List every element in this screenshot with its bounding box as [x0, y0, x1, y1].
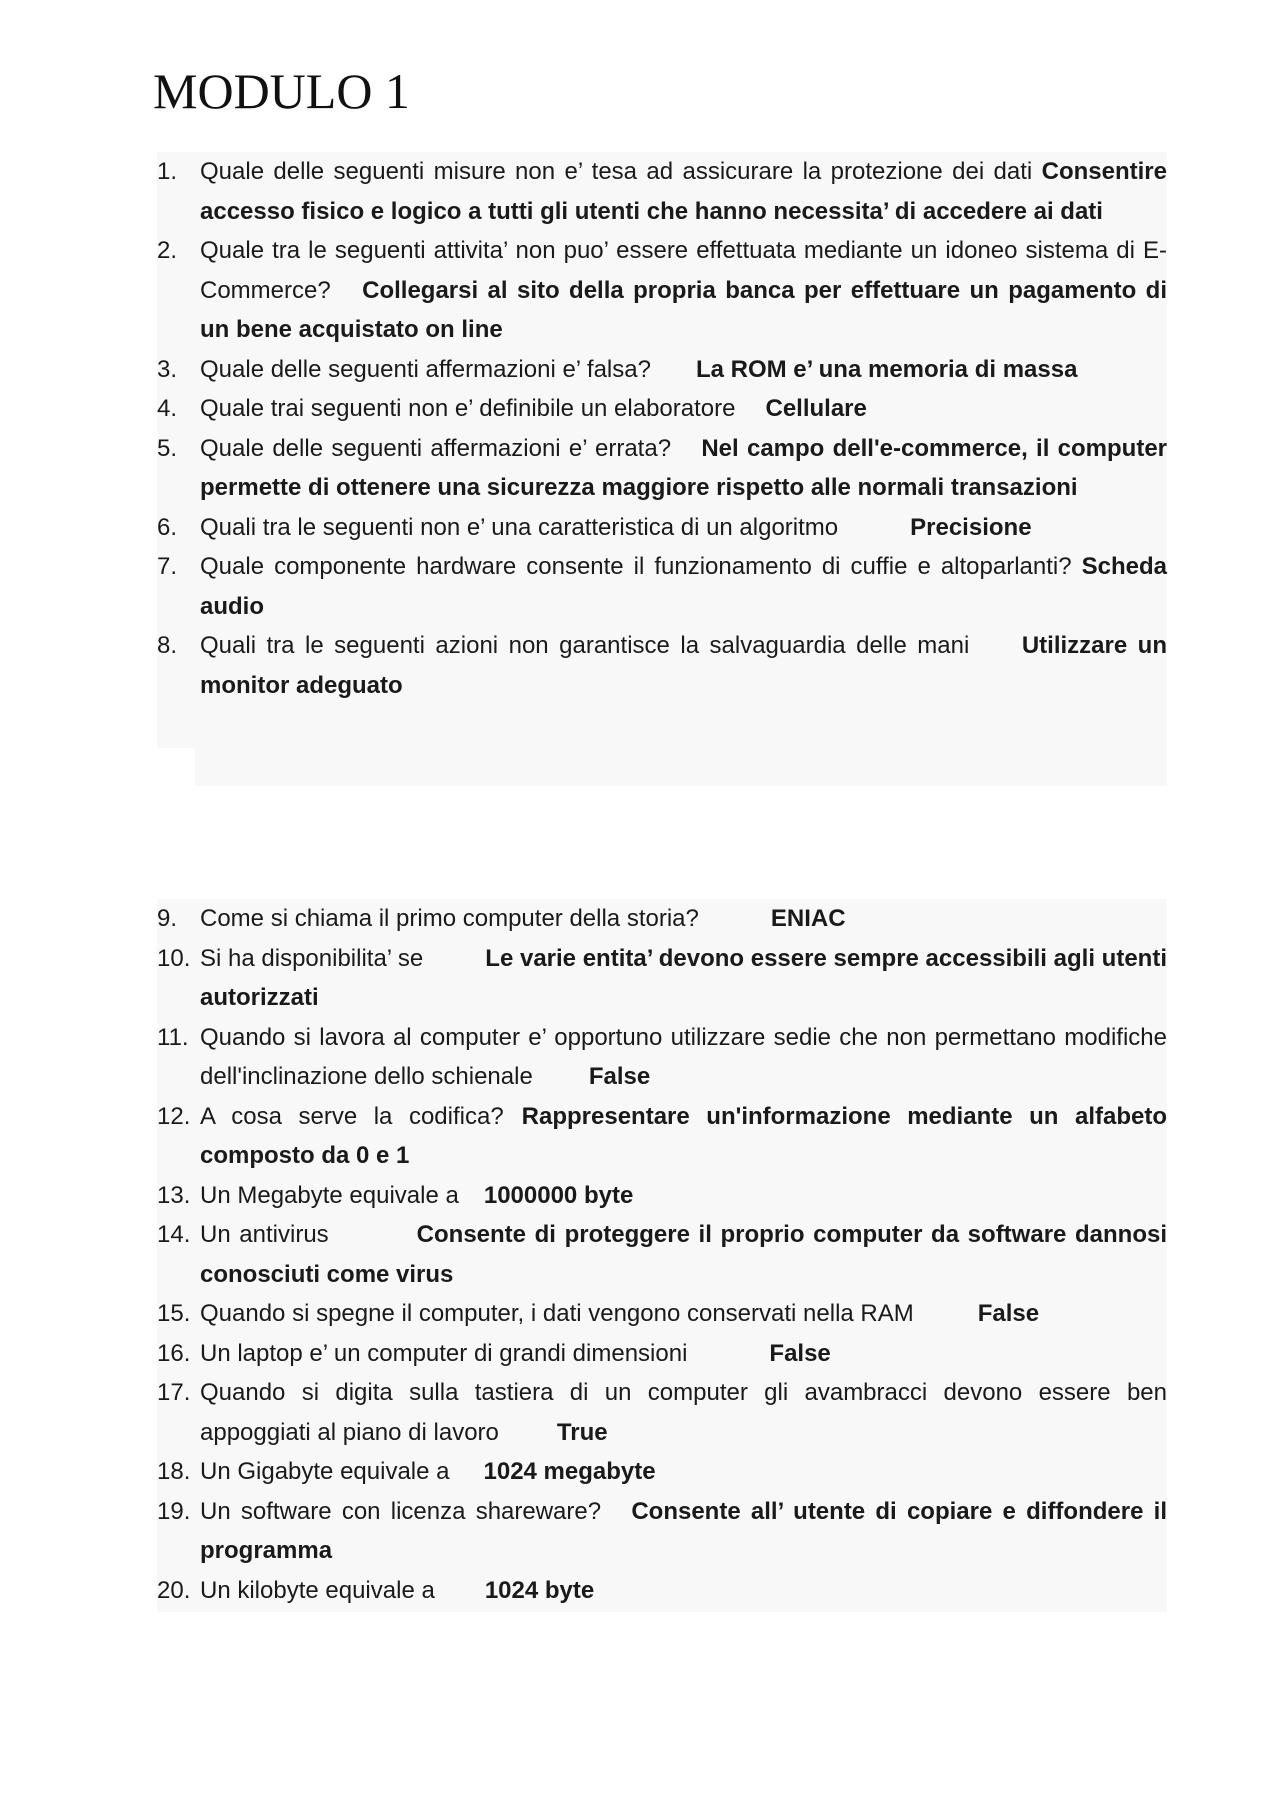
question-number: 10. — [157, 944, 191, 972]
question-text: Un software con licenza shareware? — [200, 1497, 602, 1525]
answer-text: False — [977, 1300, 1040, 1327]
question-item-6 — [157, 508, 1167, 548]
question-block-2 — [157, 899, 1167, 1612]
question-item-1 — [157, 152, 1167, 231]
question-item-12 — [157, 1097, 1167, 1176]
question-text: Un Megabyte equivale a — [200, 1181, 459, 1209]
question-item-20 — [157, 1571, 1167, 1611]
answer-text: Collegarsi al sito della propria banca per effettuare un pagamento di un bene acquistato on line — [200, 276, 1167, 343]
answer-text: Consente all’ utente di copiare e diffondere il programma — [200, 1497, 1167, 1564]
question-number: 7. — [157, 553, 178, 580]
answer-text: ENIAC — [770, 905, 846, 932]
question-text: A cosa serve la codifica? — [200, 1102, 504, 1130]
answer-text: False — [588, 1063, 651, 1090]
question-number: 13. — [157, 1181, 191, 1209]
question-text: Quale trai seguenti non e’ definibile un elaboratore — [200, 395, 736, 422]
answer-text: Consentire accesso fisico e logico a tutti gli utenti che hanno necessita’ di accedere ai dati — [200, 158, 1167, 225]
question-text: Quando si spegne il computer, i dati vengono conservati nella RAM — [200, 1300, 914, 1327]
question-text: Quali tra le seguenti azioni non garantisce la salvaguardia delle mani — [200, 632, 970, 659]
question-item-5 — [157, 429, 1167, 508]
question-item-3 — [157, 350, 1167, 390]
answer-text: Scheda audio — [200, 553, 1167, 620]
answer-text: Precisione — [910, 513, 1032, 541]
question-text: Quale delle seguenti affermazioni e’ falsa? — [200, 355, 651, 383]
answer-text: False — [769, 1339, 831, 1367]
question-number: 16. — [157, 1339, 191, 1367]
question-item-11 — [157, 1018, 1167, 1097]
question-item-16 — [157, 1334, 1167, 1374]
question-number: 2. — [157, 237, 178, 264]
question-number: 3. — [157, 355, 178, 383]
question-text: Si ha disponibilita’ se — [200, 944, 424, 972]
question-item-2 — [157, 231, 1167, 350]
question-text: Quale componente hardware consente il funzionamento di cuffie e altoparlanti? — [200, 553, 1072, 580]
answer-text: Le varie entita’ devono essere sempre accessibili agli utenti autorizzati — [200, 944, 1167, 1011]
question-number: 1. — [157, 158, 178, 185]
question-text: Quando si lavora al computer e’ opportuno utilizzare sedie che non permettano modifiche dell'inclinazione dello schienale — [200, 1023, 1167, 1090]
question-number: 15. — [157, 1300, 191, 1327]
question-block-1 — [157, 152, 1167, 786]
page-title: MODULO 1 — [153, 63, 410, 119]
question-number: 11. — [157, 1023, 189, 1051]
answer-text: Consente di proteggere il proprio computer da software dannosi conosciuti come virus — [200, 1221, 1167, 1288]
question-item-8 — [157, 626, 1167, 705]
question-number: 9. — [157, 905, 178, 932]
question-text: Un Gigabyte equivale a — [200, 1458, 450, 1485]
question-item-15 — [157, 1294, 1167, 1334]
question-text: Quando si digita sulla tastiera di un computer gli avambracci devono essere ben appoggiati al piano di lavoro — [200, 1379, 1167, 1446]
question-text: Un laptop e’ un computer di grandi dimensioni — [200, 1339, 688, 1367]
question-number: 20. — [157, 1576, 191, 1604]
question-item-10 — [157, 939, 1167, 1018]
question-number: 8. — [157, 632, 178, 659]
question-number: 5. — [157, 434, 178, 462]
answer-text: Cellulare — [765, 395, 867, 422]
answer-text: La ROM e’ una memoria di massa — [695, 355, 1078, 383]
question-text: Quale delle seguenti affermazioni e’ errata? — [200, 434, 672, 462]
question-number: 4. — [157, 395, 178, 422]
question-item-18 — [157, 1452, 1167, 1492]
question-number: 12. — [157, 1102, 191, 1130]
answer-text: 1024 byte — [484, 1576, 595, 1604]
question-item-14 — [157, 1215, 1167, 1294]
question-text: Come si chiama il primo computer della storia? — [200, 905, 699, 932]
question-item-13 — [157, 1176, 1167, 1216]
question-number: 6. — [157, 513, 178, 541]
question-text: Un kilobyte equivale a — [200, 1576, 435, 1604]
question-item-19 — [157, 1492, 1167, 1571]
question-text: Quali tra le seguenti non e’ una caratteristica di un algoritmo — [200, 513, 839, 541]
answer-text: 1000000 byte — [483, 1181, 634, 1209]
page-notch — [157, 748, 195, 786]
question-item-7 — [157, 547, 1167, 626]
question-text: Quale tra le seguenti attivita’ non puo’ essere effettuata mediante un idoneo sistema di E-Commerce? — [200, 237, 1167, 304]
answer-text: Utilizzare un monitor adeguato — [200, 632, 1168, 699]
question-number: 18. — [157, 1458, 191, 1485]
answer-text: Nel campo dell'e-commerce, il computer permette di ottenere una sicurezza maggiore rispetto alle normali transazioni — [200, 434, 1168, 501]
question-number: 17. — [157, 1379, 191, 1406]
answer-text: 1024 megabyte — [483, 1458, 656, 1485]
answer-text: Rappresentare un'informazione mediante un alfabeto composto da 0 e 1 — [200, 1102, 1168, 1169]
question-item-4 — [157, 389, 1167, 429]
answer-text: True — [556, 1418, 608, 1446]
question-number: 14. — [157, 1221, 191, 1248]
question-item-17 — [157, 1373, 1167, 1452]
question-item-9 — [157, 899, 1167, 939]
question-text: Un antivirus — [200, 1221, 329, 1248]
question-text: Quale delle seguenti misure non e’ tesa ad assicurare la protezione dei dati — [200, 158, 1033, 185]
question-number: 19. — [157, 1497, 191, 1525]
